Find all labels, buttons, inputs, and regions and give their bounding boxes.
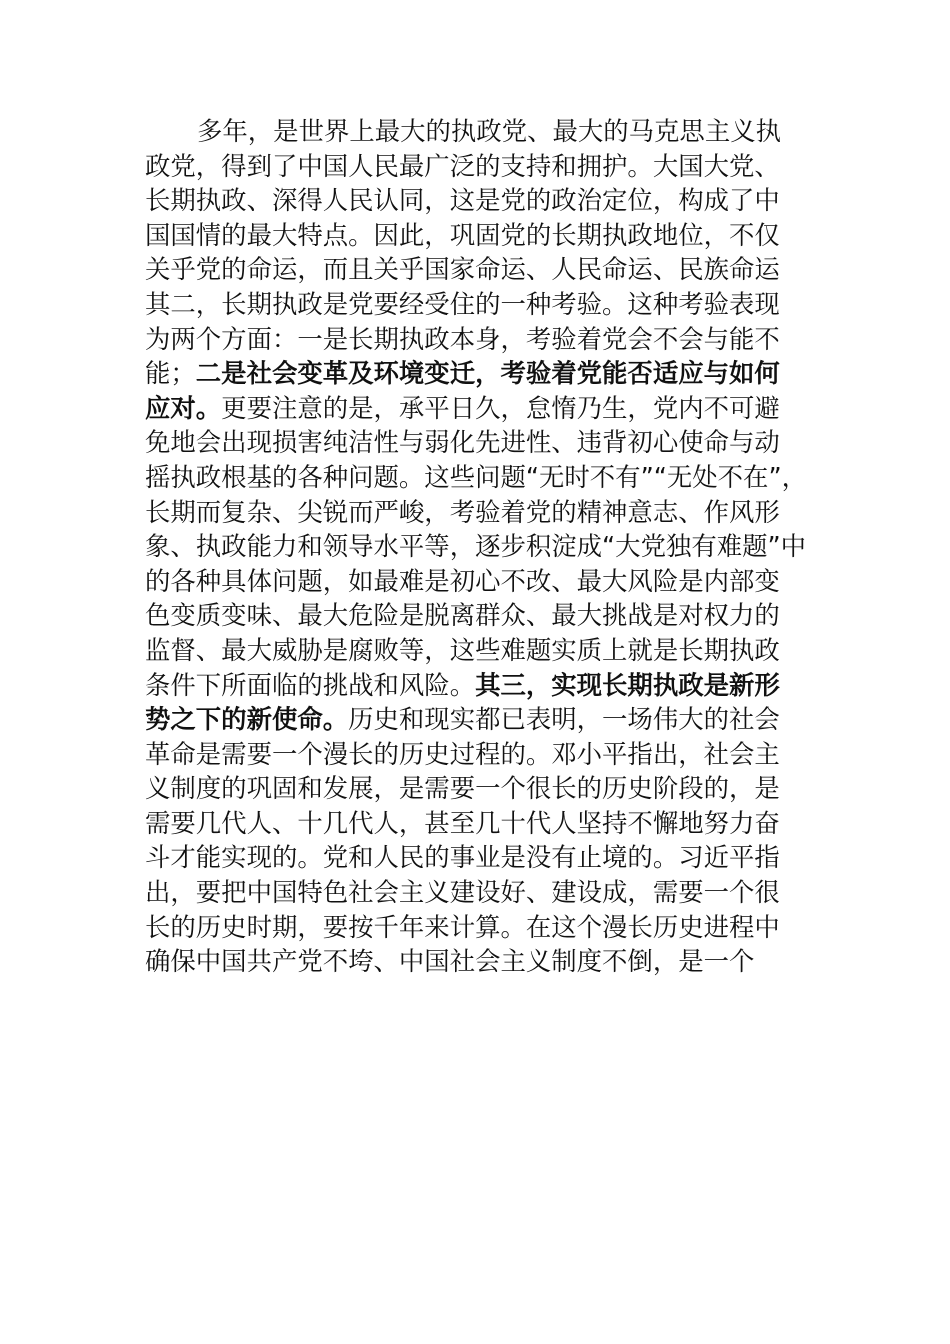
text-segment: 色变质变味、最大危险是脱离群众、最大挑战是对权力的 — [145, 600, 780, 631]
text-segment: 的各种具体问题，如最难是初心不改、最大风险是内部变 — [145, 565, 780, 596]
text-line — [145, 183, 809, 218]
text-segment: 确保中国共产党不垮、中国社会主义制度不倒，是一个 — [145, 946, 755, 977]
text-line — [145, 252, 809, 287]
text-segment: 其二，长期执政是党要经受住的一种考验。这种考验表现 — [145, 288, 780, 319]
body-text — [145, 114, 809, 979]
text-line — [145, 702, 809, 737]
text-line — [145, 840, 809, 875]
text-segment: 多年，是世界上最大的执政党、最大的马克思主义执 — [197, 116, 781, 146]
text-line — [145, 322, 809, 357]
text-line — [145, 356, 809, 391]
text-segment: 长期而复杂、尖锐而严峻，考验着党的精神意志、作风形 — [145, 496, 780, 527]
text-line — [145, 944, 809, 979]
text-line — [145, 114, 809, 149]
bold-text-segment: 二是社会变革及环境变迁，考验着党能否适应与如何 — [195, 358, 780, 389]
text-segment: 长期执政、深得人民认同，这是党的政治定位，构成了中 — [145, 185, 780, 216]
text-line — [145, 668, 809, 703]
text-line — [145, 771, 809, 806]
text-segment: 国国情的最大特点。因此，巩固党的长期执政地位，不仅 — [145, 219, 780, 250]
text-segment: 免地会出现损害纯洁性与弱化先进性、违背初心使命与动 — [145, 427, 780, 458]
text-segment: 关乎党的命运，而且关乎国家命运、人民命运、民族命运 — [145, 254, 780, 285]
text-segment: 为两个方面：一是长期执政本身，考验着党会不会与能不 — [145, 323, 780, 354]
text-segment: 能； — [145, 358, 196, 389]
text-line — [145, 875, 809, 910]
text-segment: 更要注意的是，承平日久，怠惰乃生，党内不可避 — [221, 392, 780, 423]
text-line — [145, 460, 809, 495]
text-line — [145, 425, 809, 460]
text-segment: 象、执政能力和领导水平等，逐步积淀成“大党独有难题”中 — [145, 531, 807, 562]
text-line — [145, 529, 809, 564]
text-line — [145, 633, 809, 668]
text-segment: 斗才能实现的。党和人民的事业是没有止境的。习近平指 — [145, 842, 780, 873]
text-line — [145, 391, 809, 426]
text-line — [145, 564, 809, 599]
text-line — [145, 737, 809, 772]
text-line — [145, 495, 809, 530]
text-segment: 政党，得到了中国人民最广泛的支持和拥护。大国大党、 — [145, 150, 780, 181]
text-segment: 监督、最大威胁是腐败等，这些难题实质上就是长期执政 — [145, 634, 780, 665]
text-segment: 历史和现实都已表明，一场伟大的社会 — [348, 704, 780, 735]
text-line — [145, 149, 809, 184]
text-segment: 条件下所面临的挑战和风险。 — [145, 669, 476, 700]
text-segment: 长的历史时期，要按千年来计算。在这个漫长历史进程中 — [145, 911, 780, 942]
text-line — [145, 910, 809, 945]
bold-text-segment: 应对。 — [145, 392, 222, 423]
text-line — [145, 598, 809, 633]
bold-text-segment: 其三，实现长期执政是新形 — [475, 669, 780, 700]
text-segment: 摇执政根基的各种问题。这些问题“无时不有”“无处不在”， — [145, 461, 807, 492]
bold-text-segment: 势之下的新使命。 — [145, 704, 349, 735]
text-segment: 义制度的巩固和发展，是需要一个很长的历史阶段的，是 — [145, 773, 780, 804]
text-line — [145, 218, 809, 253]
text-line — [145, 287, 809, 322]
text-segment: 革命是需要一个漫长的历史过程的。邓小平指出，社会主 — [145, 738, 780, 769]
text-line — [145, 806, 809, 841]
text-segment: 需要几代人、十几代人，甚至几十代人坚持不懈地努力奋 — [145, 807, 780, 838]
text-segment: 出，要把中国特色社会主义建设好、建设成，需要一个很 — [145, 877, 780, 908]
